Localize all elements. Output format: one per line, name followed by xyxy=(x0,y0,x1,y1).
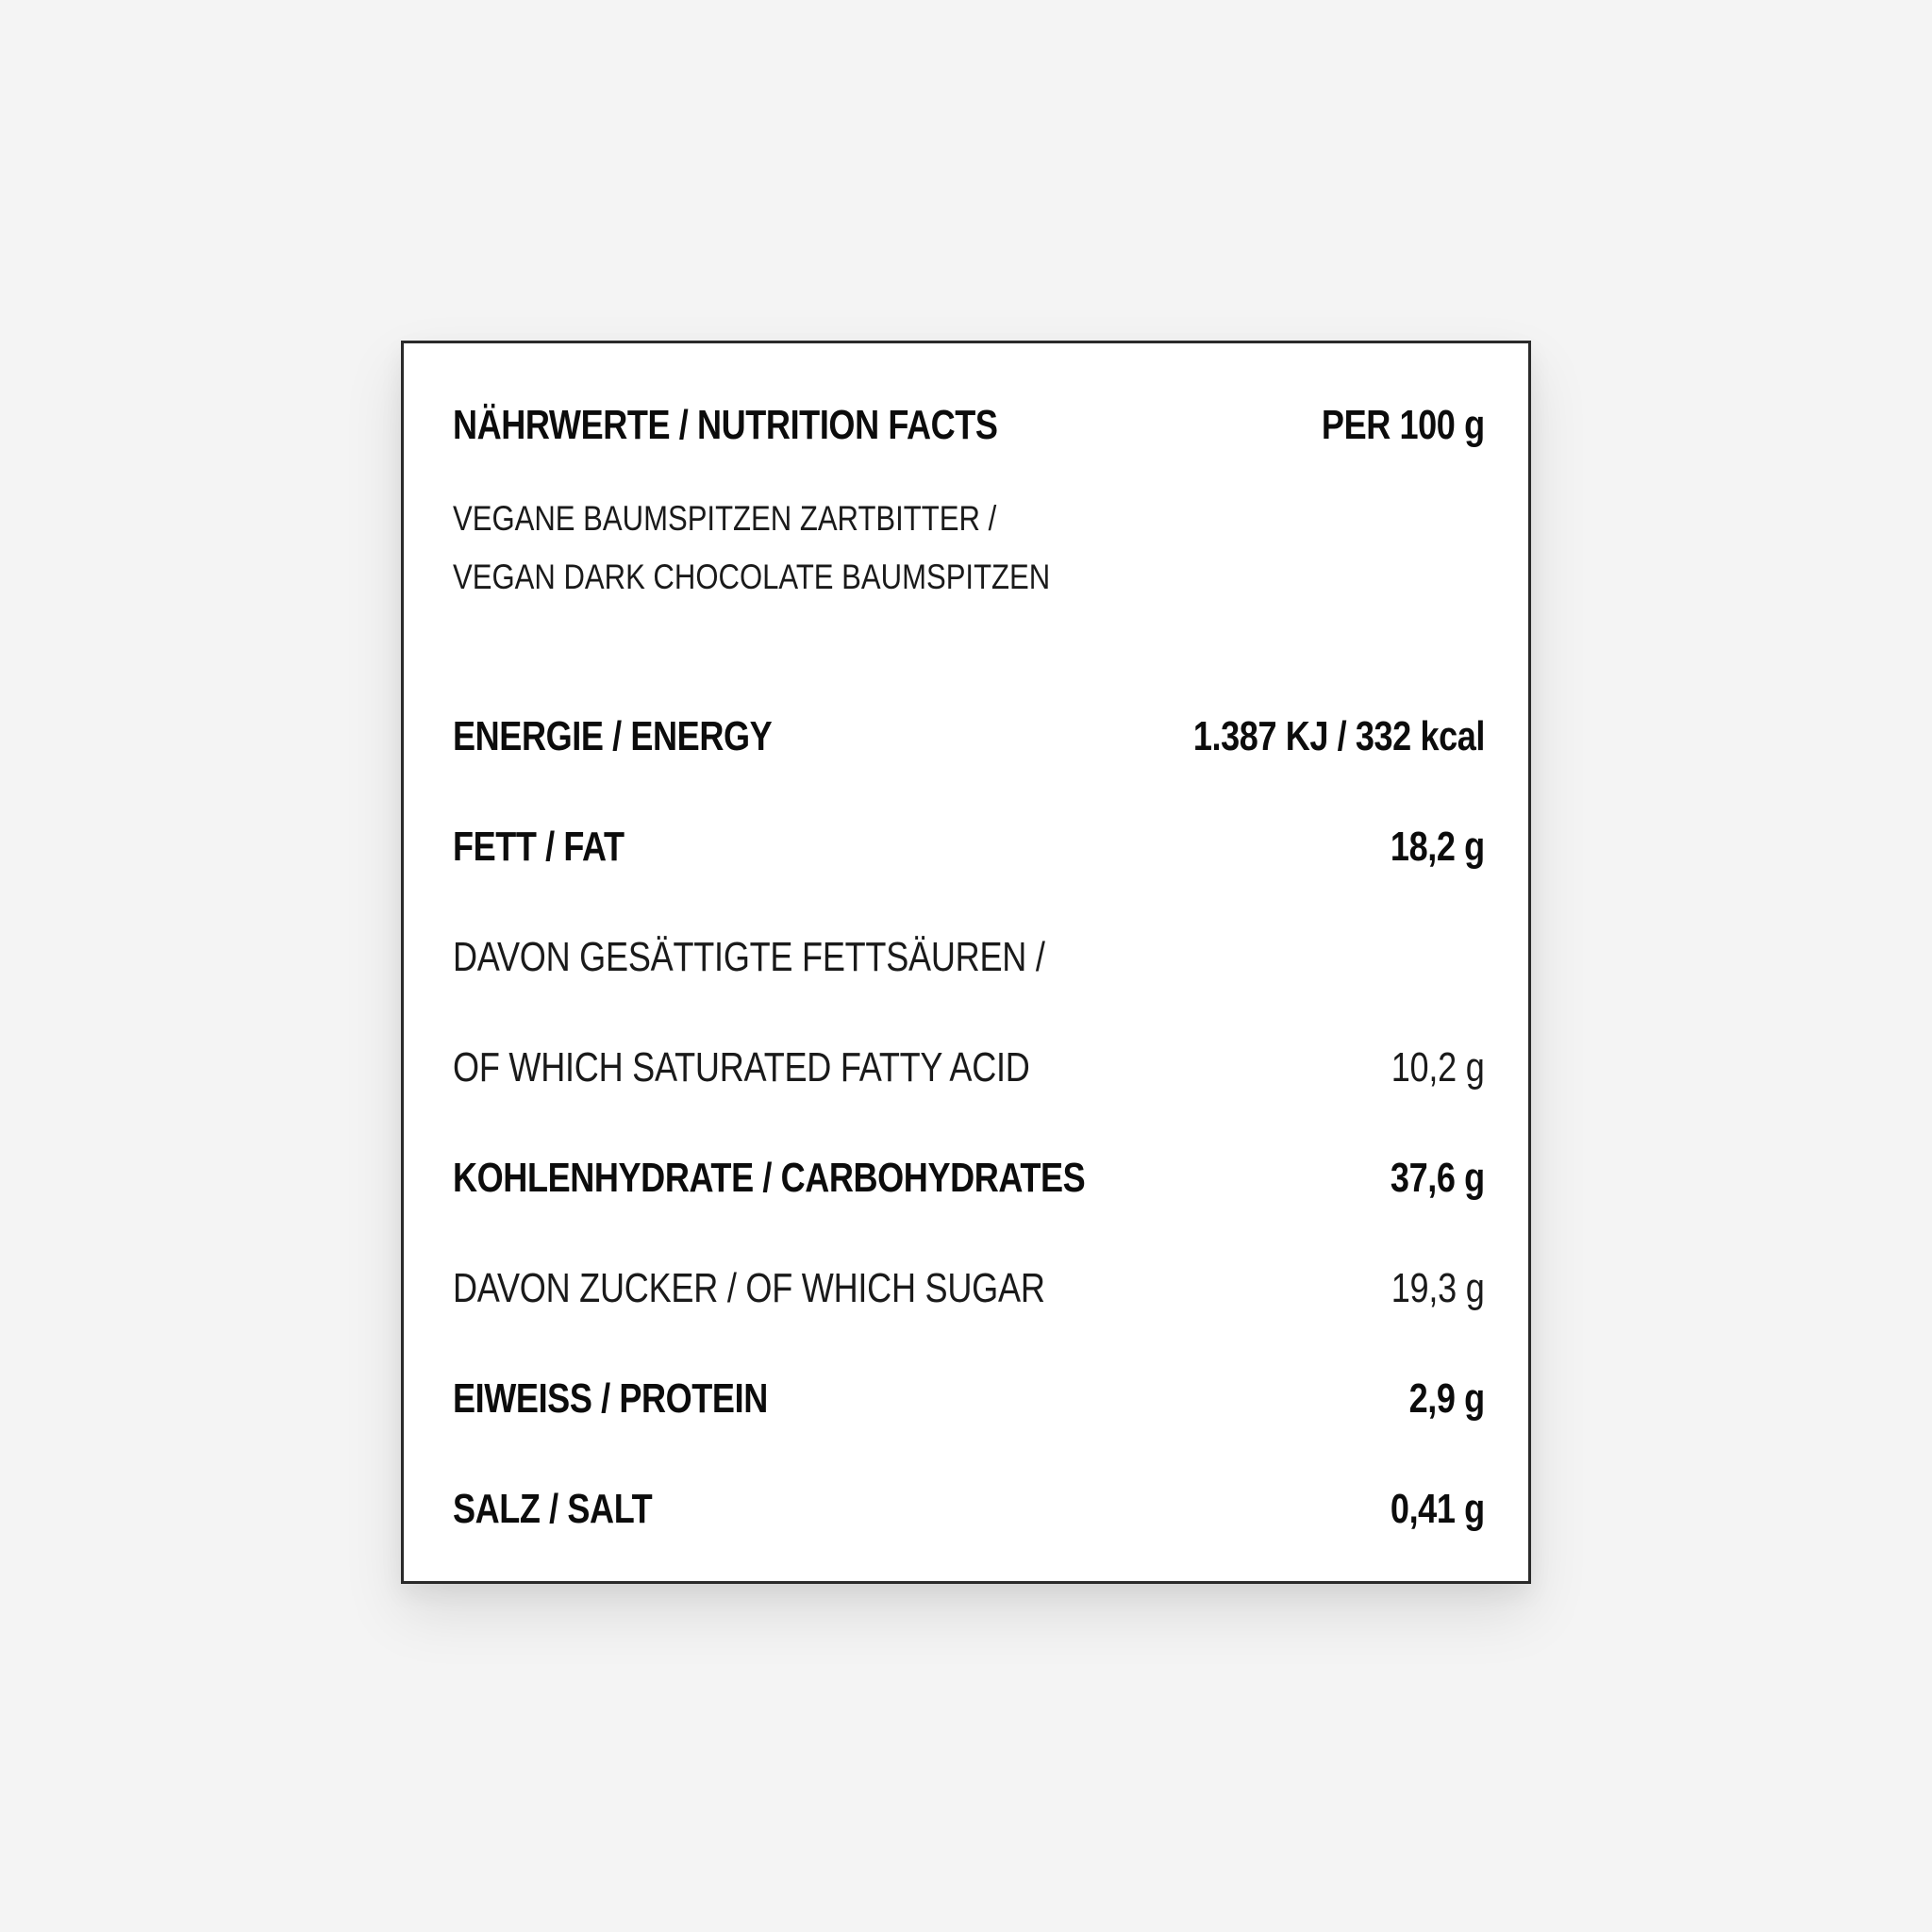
row-value: 2,9 g xyxy=(1408,1375,1485,1422)
row-value: 1.387 KJ / 332 kcal xyxy=(1192,713,1485,759)
product-name-line-2: VEGAN DARK CHOCOLATE BAUMSPITZEN xyxy=(453,558,1051,596)
row-label: DAVON ZUCKER / OF WHICH SUGAR xyxy=(453,1265,1045,1311)
product-name-line-1: VEGANE BAUMSPITZEN ZARTBITTER / xyxy=(453,499,997,538)
row-sugar xyxy=(453,1265,1485,1312)
row-value: 37,6 g xyxy=(1391,1155,1485,1201)
row-label: EIWEISS / PROTEIN xyxy=(453,1375,768,1422)
row-value: 18,2 g xyxy=(1391,824,1485,870)
row-fat xyxy=(453,824,1485,871)
row-label: FETT / FAT xyxy=(453,824,625,870)
row-carbohydrates xyxy=(453,1155,1485,1202)
row-label: OF WHICH SATURATED FATTY ACID xyxy=(453,1044,1030,1091)
row-value: 19,3 g xyxy=(1391,1265,1485,1311)
per-amount: PER 100 g xyxy=(1322,402,1485,448)
row-label: DAVON GESÄTTIGTE FETTSÄUREN / xyxy=(453,934,1045,980)
row-saturated-fat-de xyxy=(453,934,1485,981)
row-energy xyxy=(453,713,1485,760)
row-saturated-fat-en xyxy=(453,1044,1485,1091)
nutrition-label xyxy=(401,341,1531,1584)
row-value: 10,2 g xyxy=(1391,1044,1485,1091)
row-salt xyxy=(453,1486,1485,1533)
label-title: NÄHRWERTE / NUTRITION FACTS xyxy=(453,402,998,448)
row-value: 0,41 g xyxy=(1391,1486,1485,1532)
row-label: ENERGIE / ENERGY xyxy=(453,713,773,759)
header-row xyxy=(453,402,1485,449)
row-label: KOHLENHYDRATE / CARBOHYDRATES xyxy=(453,1155,1086,1201)
product-name xyxy=(453,490,1050,607)
row-protein xyxy=(453,1375,1485,1423)
row-label: SALZ / SALT xyxy=(453,1486,653,1532)
